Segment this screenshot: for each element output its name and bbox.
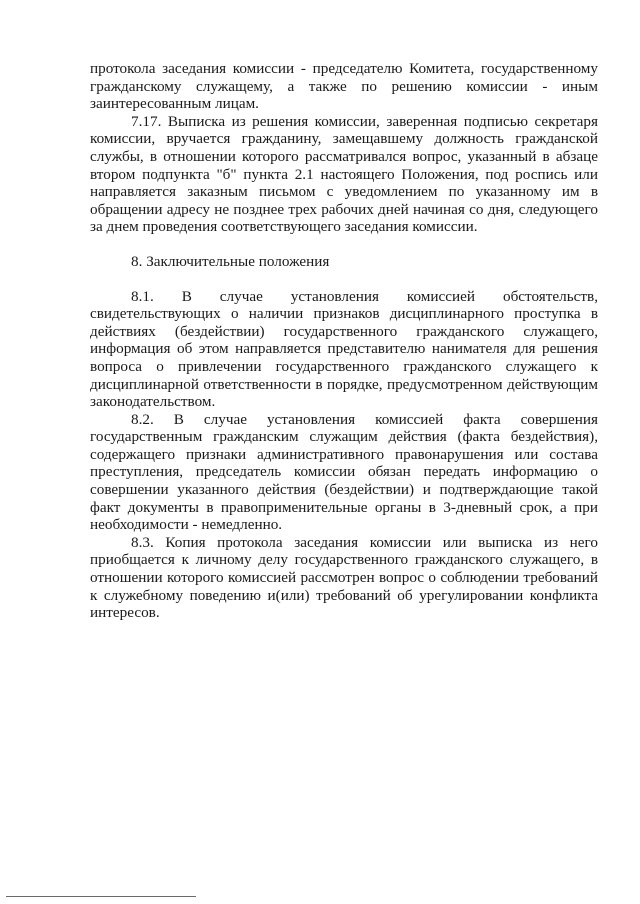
paragraph-continuation: протокола заседания комиссии - председателю Комитета, государственному гражданскому служащему, а также по решению комиссии - иным заинтересованным лицам. [90,60,598,113]
paragraph-8-3: 8.3. Копия протокола заседания комиссии или выписка из него приобщается к личному делу государственного гражданского служащего, в отношении которого комиссией рассмотрен вопрос о соблюдении требований к служебному поведению и(или) требований об урегулировании конфликта интересов. [90,533,598,622]
paragraph-8-2: 8.2. В случае установления комиссией факта совершения государственным гражданским служащим действия (факта бездействия), содержащего признаки административного правонарушения или состава преступления, председатель комиссии обязан передать информацию о совершении указанного действия (бездействии) и подтверждающие такой факт документы в правоприменительные органы в 3-дневный срок, а при необходимости - немедленно. [90,410,598,534]
document-body [90,60,598,622]
footer-divider [6,896,196,897]
section-8-heading: 8. Заключительные положения [131,252,330,270]
paragraph-7-17: 7.17. Выписка из решения комиссии, заверенная подписью секретаря комиссии, вручается гражданину, замещавшему должность гражданской службы, в отношении которого рассматривался вопрос, указанный в абзаце втором подпункта "б" пункта 2.1 настоящего Положения, под роспись или направляется заказным письмом с уведомлением по указанному им в обращении адресу не позднее трех рабочих дней начиная со дня, следующего за днем проведения соответствующего заседания комиссии. [90,112,598,236]
paragraph-8-1: 8.1. В случае установления комиссией обстоятельств, свидетельствующих о наличии признаков дисциплинарного проступка в действиях (бездействии) государственного гражданского служащего, информация об этом направляется представителю нанимателя для решения вопроса о привлечении государственного гражданского служащего к дисциплинарной ответственности в порядке, предусмотренном действующим законодательством. [90,287,598,411]
